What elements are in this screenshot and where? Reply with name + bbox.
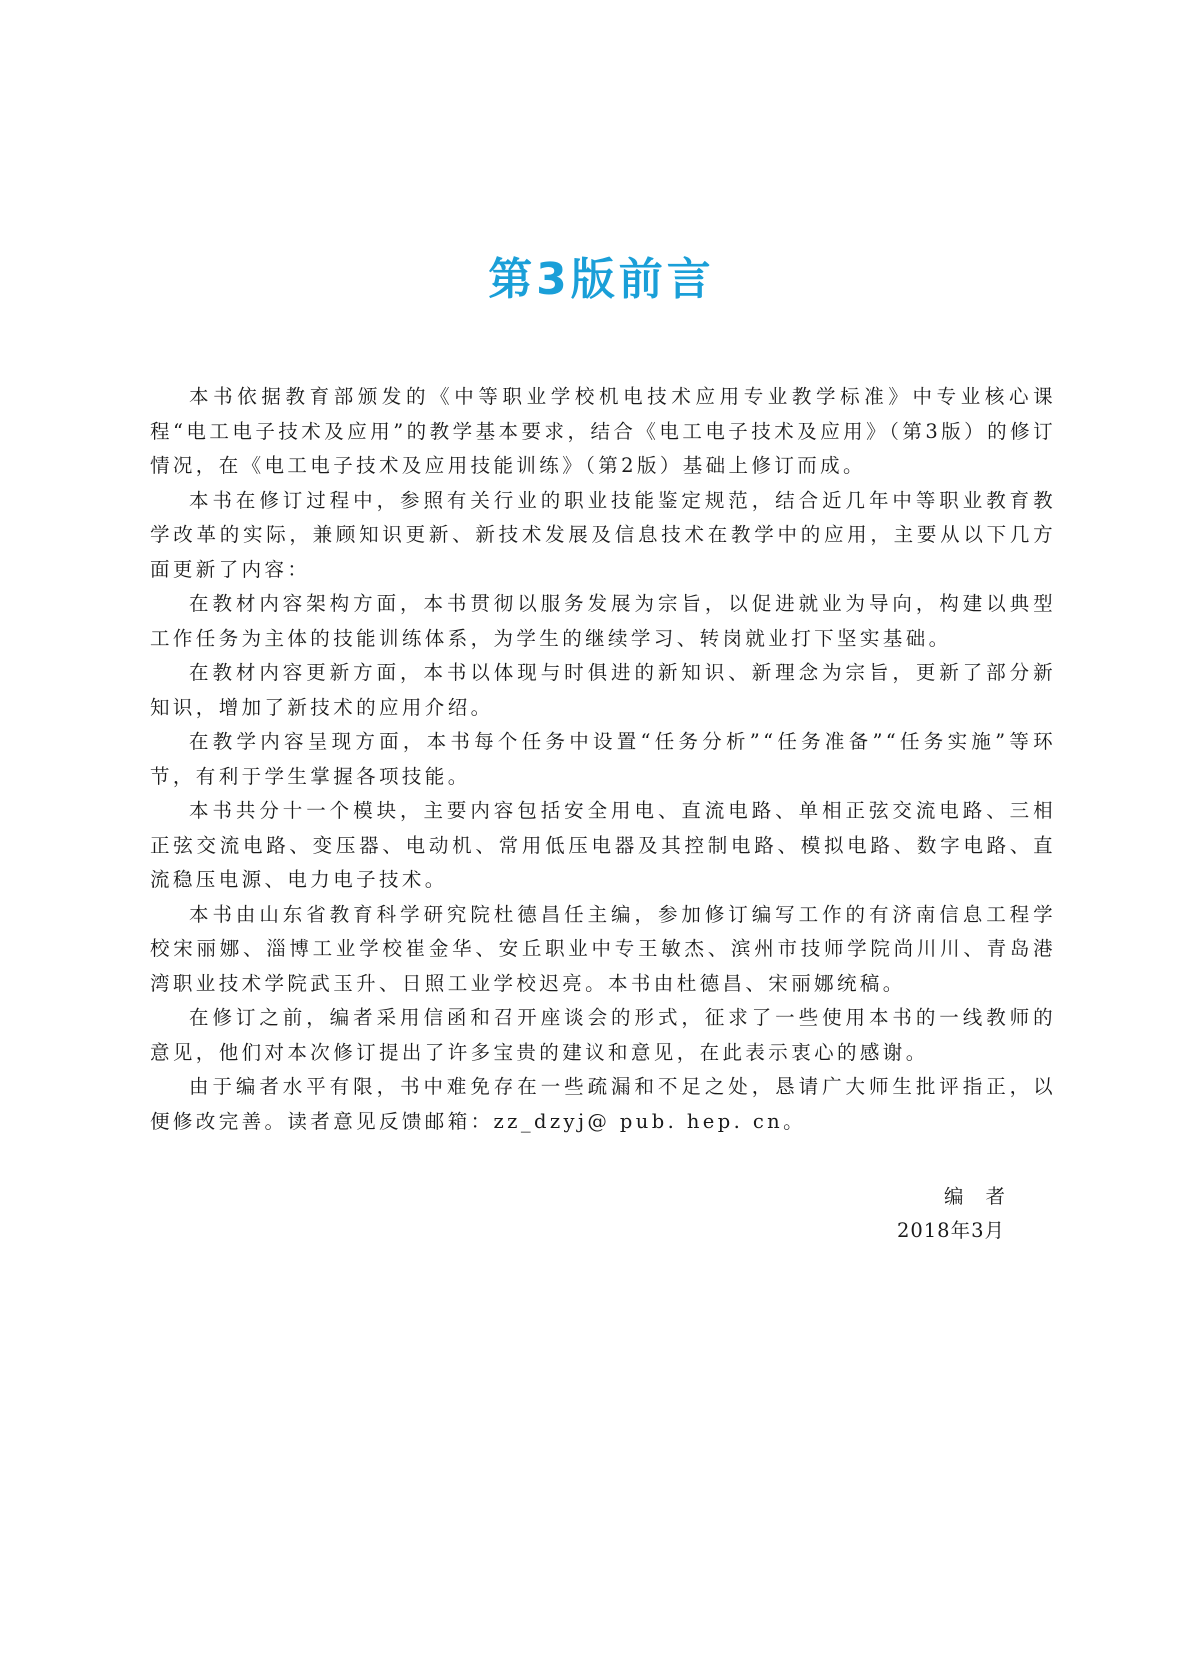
signature-block — [896, 1180, 1027, 1248]
signature-editor: 编者 — [943, 1185, 1027, 1208]
paragraph-9: 由于编者水平有限，书中难免存在一些疏漏和不足之处，恳请广大师生批评指正，以便修改完善。读者意见反馈邮箱：zz_dzyj@ pub. hep. cn。 — [150, 1075, 1056, 1133]
paragraph-1: 本书依据教育部颁发的《中等职业学校机电技术应用专业教学标准》中专业核心课程“电工电子技术及应用”的教学基本要求，结合《电工电子技术及应用》（第3版）的修订情况，在《电工电子技术及应用技能训练》（第2版）基础上修订而成。 — [150, 385, 1056, 477]
paragraph-6: 本书共分十一个模块，主要内容包括安全用电、直流电路、单相正弦交流电路、三相正弦交流电路、变压器、电动机、常用低压电器及其控制电路、模拟电路、数字电路、直流稳压电源、电力电子技术。 — [150, 799, 1056, 891]
paragraph-7: 本书由山东省教育科学研究院杜德昌任主编，参加修订编写工作的有济南信息工程学校宋丽娜、淄博工业学校崔金华、安丘职业中专王敏杰、滨州市技师学院尚川川、青岛港湾职业技术学院武玉升、日照工业学校迟亮。本书由杜德昌、宋丽娜统稿。 — [150, 902, 1056, 995]
signature-date: 2018年3月 — [896, 1219, 1005, 1242]
paragraph-2: 本书在修订过程中，参照有关行业的职业技能鉴定规范，结合近几年中等职业教育教学改革的实际，兼顾知识更新、新技术发展及信息技术在教学中的应用，主要从以下几方面更新了内容： — [150, 488, 1056, 581]
page-title: 第3版前言 — [488, 254, 715, 305]
paragraph-5: 在教学内容呈现方面，本书每个任务中设置“任务分析”“任务准备”“任务实施”等环节，有利于学生掌握各项技能。 — [150, 730, 1056, 788]
preface-body — [150, 380, 1056, 1139]
paragraph-4: 在教材内容更新方面，本书以体现与时俱进的新知识、新理念为宗旨，更新了部分新知识，增加了新技术的应用介绍。 — [150, 661, 1056, 719]
paragraph-3: 在教材内容架构方面，本书贯彻以服务发展为宗旨，以促进就业为导向，构建以典型工作任务为主体的技能训练体系，为学生的继续学习、转岗就业打下坚实基础。 — [150, 592, 1056, 650]
paragraph-8: 在修订之前，编者采用信函和召开座谈会的形式，征求了一些使用本书的一线教师的意见，他们对本次修订提出了许多宝贵的建议和意见，在此表示衷心的感谢。 — [150, 1006, 1056, 1064]
